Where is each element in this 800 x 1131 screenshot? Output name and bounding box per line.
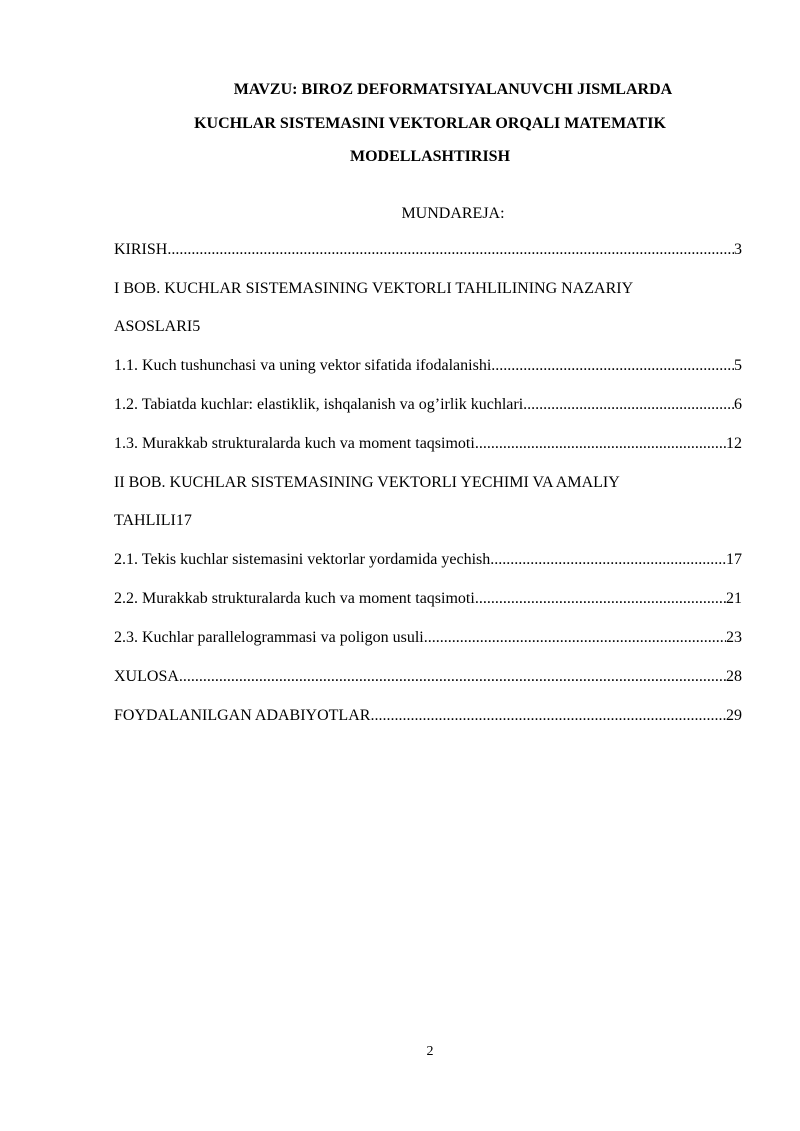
toc-entry-label: 2.1. Tekis kuchlar sistemasini vektorlar yordamida yechish	[114, 551, 491, 568]
toc-entry-label: 1.3. Murakkab strukturalarda kuch va moment taqsimoti	[114, 435, 475, 452]
toc-entry-page: 21	[726, 590, 742, 607]
toc-entry-label: FOYDALANILGAN ADABIYOTLAR	[114, 707, 371, 724]
toc-entry-label: I BOB. KUCHLAR SISTEMASINING VEKTORLI TAHLILINING NAZARIY	[114, 280, 634, 297]
toc-entry-page: 5	[192, 318, 201, 335]
toc-entry-label: 2.3. Kuchlar parallelogrammasi va poligon usuli	[114, 629, 424, 646]
toc-heading: MUNDAREJA:	[401, 205, 505, 222]
toc-entry-label: 1.2. Tabiatda kuchlar: elastiklik, ishqalanish va og’irlik kuchlari	[114, 396, 524, 413]
table-of-contents	[114, 236, 742, 741]
toc-entry-page: 5	[734, 357, 742, 374]
toc-entry-2-3[interactable]	[114, 624, 742, 652]
title-line-3: MODELLASHTIRISH	[349, 148, 511, 165]
document-title	[110, 73, 750, 174]
toc-entry-label: 2.2. Murakkab strukturalarda kuch va moment taqsimoti	[114, 590, 475, 607]
toc-entry-kirish[interactable]	[114, 236, 742, 264]
toc-leader-dots	[424, 624, 726, 652]
toc-leader-dots	[370, 702, 726, 730]
toc-entry-2-2[interactable]	[114, 585, 742, 613]
toc-leader-dots	[475, 585, 726, 613]
toc-entry-label-cont: TAHLILI	[114, 512, 176, 529]
toc-entry-xulosa[interactable]	[114, 663, 742, 691]
toc-entry-page: 6	[734, 396, 742, 413]
toc-leader-dots	[475, 430, 726, 458]
toc-entry-page: 17	[726, 551, 742, 568]
toc-entry-1-3[interactable]	[114, 430, 742, 458]
toc-leader-dots	[179, 663, 726, 691]
toc-entry-bob1[interactable]	[114, 275, 742, 341]
title-line-1: MAVZU: BIROZ DEFORMATSIYALANUVCHI JISMLARDA	[233, 81, 673, 98]
toc-entry-adabiyotlar[interactable]	[114, 702, 742, 730]
page-number: 2	[426, 1044, 434, 1059]
toc-entry-page: 12	[726, 435, 742, 452]
toc-entry-label-cont: ASOSLARI	[114, 318, 193, 335]
toc-entry-page: 28	[726, 668, 742, 685]
title-line-2: KUCHLAR SISTEMASINI VEKTORLAR ORQALI MATEMATIK	[194, 114, 666, 132]
toc-entry-label: KIRISH	[114, 241, 168, 258]
toc-entry-label: 1.1. Kuch tushunchasi va uning vektor sifatida ifodalanishi	[114, 357, 492, 374]
toc-entry-bob2[interactable]	[114, 469, 742, 535]
toc-entry-page: 17	[175, 512, 192, 529]
toc-entry-1-2[interactable]	[114, 391, 742, 419]
toc-entry-1-1[interactable]	[114, 352, 742, 380]
toc-entry-page: 29	[726, 707, 742, 724]
toc-entry-page: 23	[726, 629, 742, 646]
toc-entry-label: XULOSA	[114, 668, 179, 685]
toc-leader-dots	[490, 546, 726, 574]
toc-leader-dots	[523, 391, 734, 419]
toc-entry-page: 3	[734, 241, 742, 258]
toc-leader-dots	[167, 236, 734, 264]
toc-entry-label: II BOB. KUCHLAR SISTEMASINING VEKTORLI YECHIMI VA AMALIY	[114, 474, 620, 491]
toc-entry-2-1[interactable]	[114, 546, 742, 574]
toc-leader-dots	[491, 352, 734, 380]
